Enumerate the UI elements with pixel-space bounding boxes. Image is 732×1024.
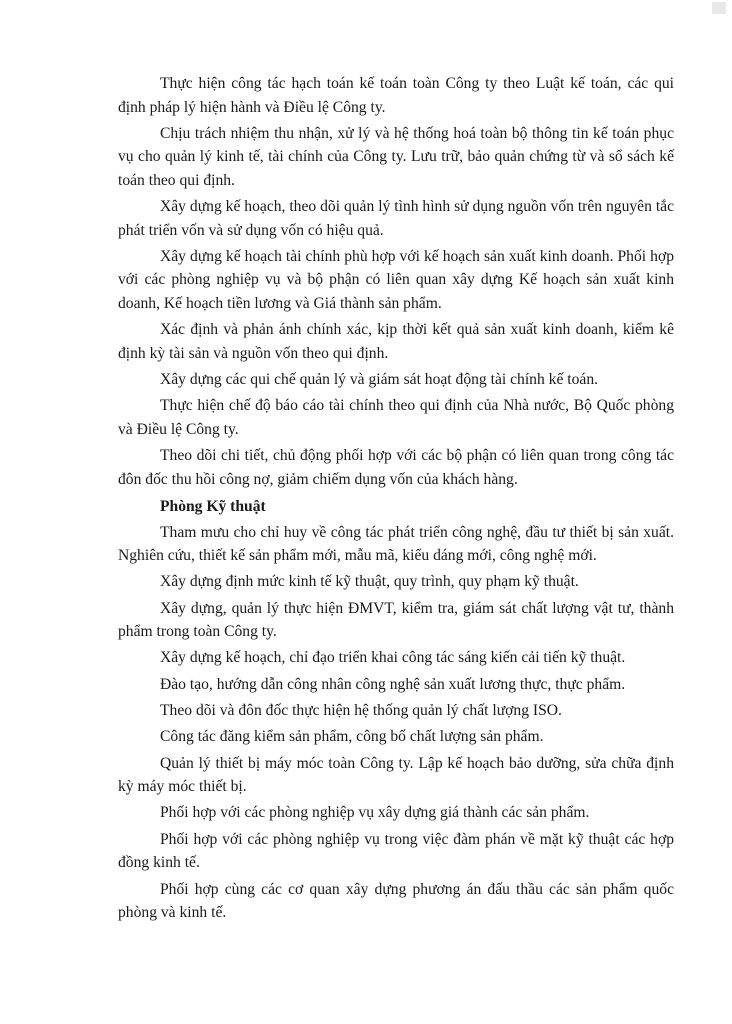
- technical-paragraph-5: Đào tạo, hướng dẫn công nhân công nghệ sản xuất lương thực, thực phẩm.: [160, 675, 626, 693]
- technical-paragraph-11: Phối hợp cùng các cơ quan xây dựng phương án đấu thầu các sản phẩm quốc phòng và kinh tế.: [118, 880, 674, 922]
- accounting-paragraph-3: Xây dựng kế hoạch, theo dõi quản lý tình hình sử dụng nguồn vốn trên nguyên tắc phát triển vốn và sử dụng vốn có hiệu quả.: [118, 198, 674, 239]
- accounting-paragraph-5: Xác định và phản ánh chính xác, kịp thời kết quả sản xuất kinh doanh, kiểm kê định kỳ tài sản và nguồn vốn theo qui định.: [118, 321, 674, 362]
- technical-paragraph-3: Xây dựng, quản lý thực hiện ĐMVT, kiểm tra, giám sát chất lượng vật tư, thành phẩm trong toàn Công ty.: [118, 599, 674, 641]
- technical-paragraph-4: Xây dựng kế hoạch, chỉ đạo triển khai công tác sáng kiến cải tiến kỹ thuật.: [160, 649, 626, 667]
- accounting-paragraph-2: Chịu trách nhiệm thu nhận, xử lý và hệ thống hoá toàn bộ thông tin kế toán phục vụ cho quản lý kinh tế, tài chính của Công ty. Lưu trữ, bảo quản chứng từ và sổ sách kế toán theo qui định.: [118, 124, 674, 189]
- accounting-paragraph-6: Xây dựng các qui chế quản lý và giám sát hoạt động tài chính kế toán.: [160, 370, 599, 388]
- section-heading-technical: Phòng Kỹ thuật: [160, 498, 266, 516]
- technical-paragraph-10: Phối hợp với các phòng nghiệp vụ trong việc đàm phán về mặt kỹ thuật các hợp đồng kinh tế.: [118, 830, 674, 872]
- technical-paragraph-8: Quản lý thiết bị máy móc toàn Công ty. Lập kế hoạch bảo dưỡng, sửa chữa định kỳ máy móc thiết bị.: [118, 754, 674, 796]
- technical-paragraph-2: Xây dựng định mức kinh tế kỹ thuật, quy trình, quy phạm kỹ thuật.: [160, 573, 579, 591]
- technical-paragraph-1: Tham mưu cho chỉ huy về công tác phát triển công nghệ, đầu tư thiết bị sản xuất. Nghiên cứu, thiết kế sản phẩm mới, mẫu mã, kiểu dáng mới, công nghệ mới.: [118, 523, 674, 565]
- technical-paragraph-9: Phối hợp với các phòng nghiệp vụ xây dựng giá thành các sản phẩm.: [160, 804, 590, 822]
- scan-artifact: [712, 2, 726, 14]
- accounting-paragraph-7: Thực hiện chế độ báo cáo tài chính theo qui định của Nhà nước, Bộ Quốc phòng và Điều lệ Công ty.: [118, 397, 674, 438]
- accounting-paragraph-1: Thực hiện công tác hạch toán kế toán toàn Công ty theo Luật kế toán, các qui định pháp lý hiện hành và Điều lệ Công ty.: [118, 75, 674, 116]
- accounting-paragraph-4: Xây dựng kế hoạch tài chính phù hợp với kế hoạch sản xuất kinh doanh. Phối hợp với các phòng nghiệp vụ và bộ phận có liên quan xây dựng Kế hoạch sản xuất kinh doanh, Kế hoạch tiền lương và Giá thành sản phẩm.: [118, 247, 674, 312]
- accounting-paragraph-8: Theo dõi chi tiết, chủ động phối hợp với các bộ phận có liên quan trong công tác đôn đốc thu hồi công nợ, giảm chiếm dụng vốn của khách hàng.: [118, 447, 674, 488]
- document-body: [118, 72, 674, 927]
- technical-paragraph-6: Theo dõi và đôn đốc thực hiện hệ thống quản lý chất lượng ISO.: [160, 702, 562, 720]
- technical-paragraph-7: Công tác đăng kiểm sản phẩm, công bố chất lượng sản phẩm.: [160, 728, 544, 746]
